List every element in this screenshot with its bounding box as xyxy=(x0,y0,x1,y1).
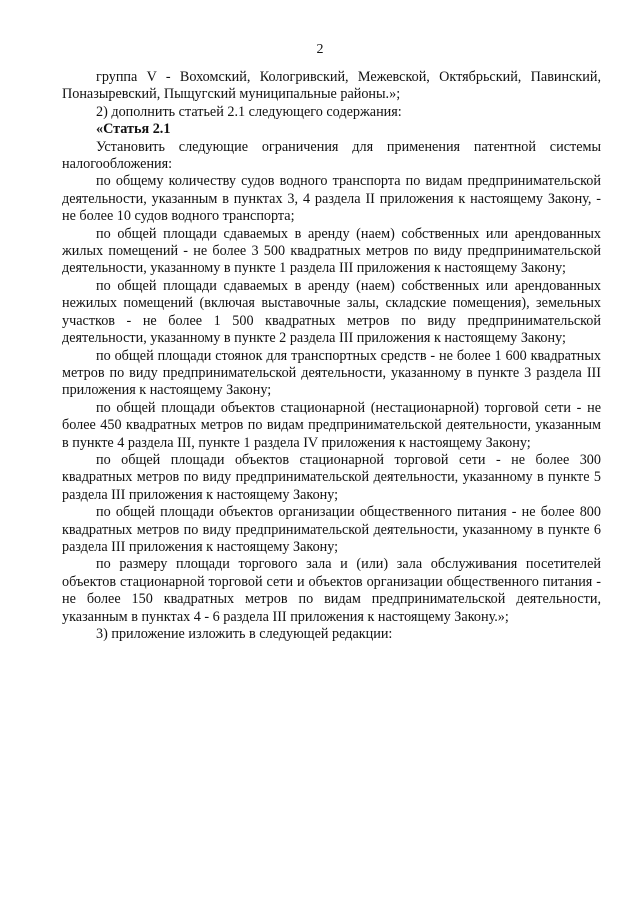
paragraph-amendment-2: 2) дополнить статьей 2.1 следующего содержания: xyxy=(96,103,402,120)
paragraph-hall-area: по размеру площади торгового зала и (или) зала обслуживания посетителей объектов стационарной торговой сети и объектов организации общественного питания - не более 150 квадратных метров по видам предпринимательской деятельности, указанным в пунктах 4 - 6 раздела III приложения к настоящему Закону.»; xyxy=(62,556,601,625)
paragraph-stationary-trade: по общей площади объектов стационарной торговой сети - не более 300 квадратных метров по виду предпринимательской деятельности, указанному в пункте 5 раздела III приложения к настоящему Закону; xyxy=(62,451,601,503)
paragraph-catering: по общей площади объектов организации общественного питания - не более 800 квадратных метров по виду предпринимательской деятельности, указанному в пункте 6 раздела III приложения к настоящему Закону; xyxy=(62,504,601,555)
document-body xyxy=(62,69,601,643)
paragraph-nonresidential-premises: по общей площади сдаваемых в аренду (наем) собственных или арендованных нежилых помещений (включая выставочные залы, складские помещения), земельных участков - не более 1 500 квадратных метров по виду предпринимательской деятельности, указанному в пункте 2 раздела III приложения к настоящему Закону; xyxy=(62,277,601,347)
paragraph-residential-premises: по общей площади сдаваемых в аренду (наем) собственных или арендованных жилых помещений - не более 3 500 квадратных метров по виду предпринимательской деятельности, указанному в пункте 1 раздела III приложения к настоящему Закону; xyxy=(62,225,601,277)
paragraph-trade-network: по общей площади объектов стационарной (нестационарной) торговой сети - не более 450 квадратных метров по видам предпринимательской деятельности, указанным в пункте 4 раздела III, пункте 1 раздела IV приложения к настоящему Закону; xyxy=(62,399,601,451)
paragraph-parking: по общей площади стоянок для транспортных средств - не более 1 600 квадратных метров по виду предпринимательской деятельности, указанному в пункте 3 раздела III приложения к настоящему Закону; xyxy=(62,347,601,399)
paragraph-amendment-3: 3) приложение изложить в следующей редакции: xyxy=(96,626,393,642)
paragraph-intro: Установить следующие ограничения для применения патентной системы налогообложения: xyxy=(62,138,601,173)
article-heading: «Статья 2.1 xyxy=(96,121,171,138)
page-number: 2 xyxy=(316,42,324,57)
paragraph-water-transport: по общему количеству судов водного транспорта по видам предпринимательской деятельности, указанным в пунктах 3, 4 раздела II приложения к настоящему Закону, - не более 10 судов водного транспорта; xyxy=(62,173,601,225)
paragraph-group-v: группа V - Вохомский, Кологривский, Межевской, Октябрьский, Павинский, Поназыревский, Пыщугский муниципальные районы.»; xyxy=(62,69,601,103)
